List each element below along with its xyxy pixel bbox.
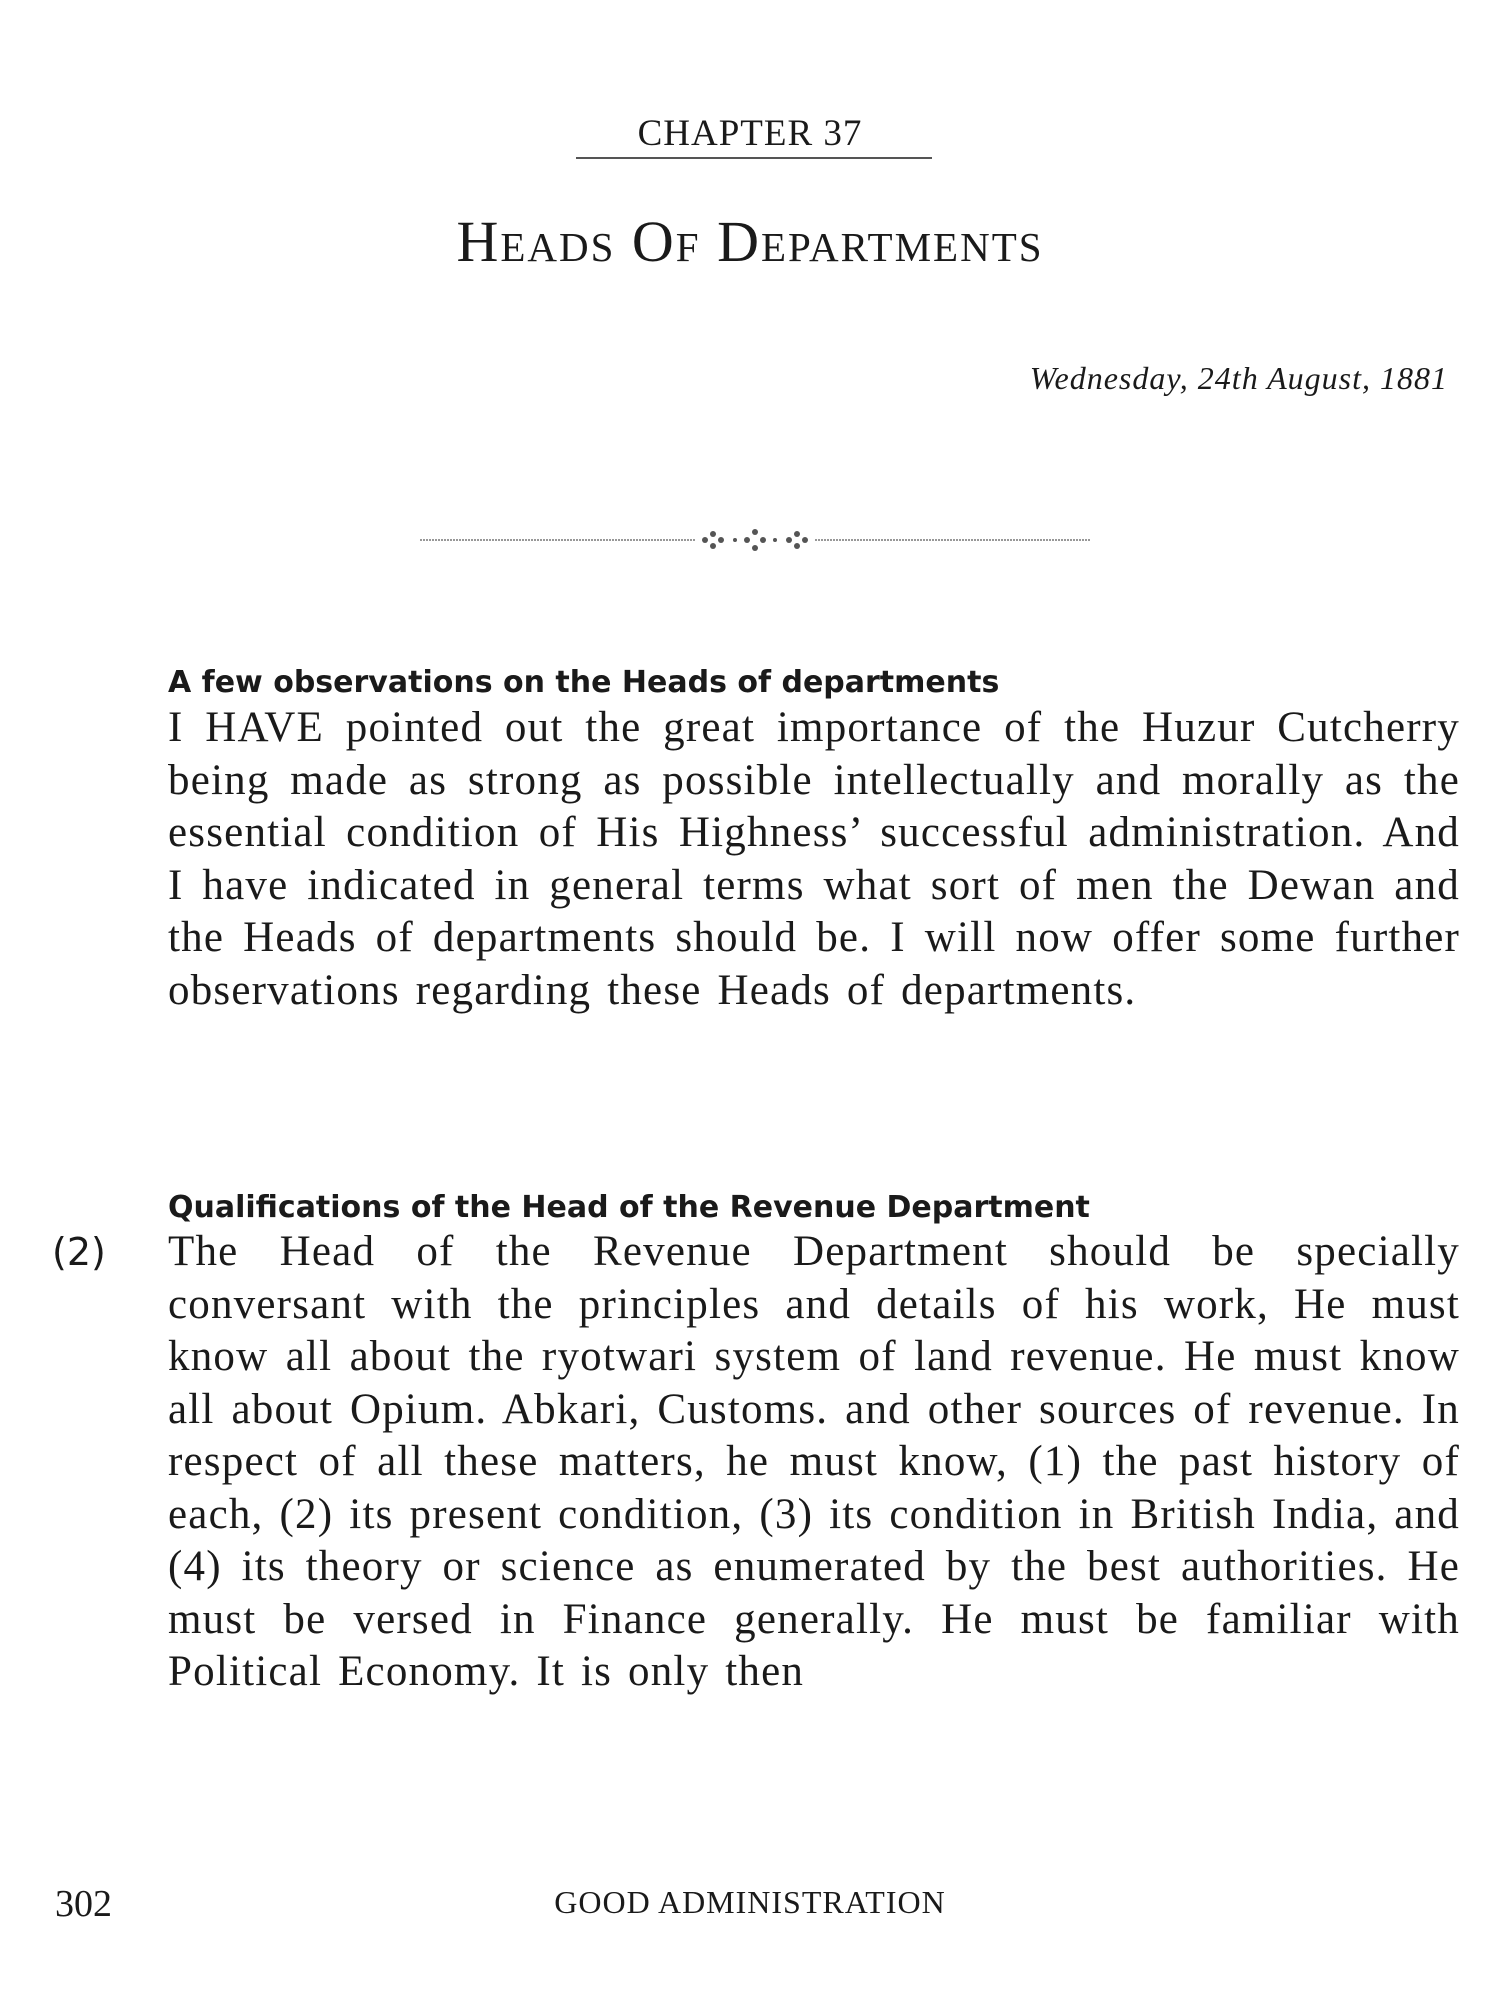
paragraph-revenue: The Head of the Revenue Department should be specially conversant with the principles and details of his work, He must know all about the ryotwari system of land revenue. He must know all about Opium. Abkari, Customs. and other sources of revenue. In respect of all these matters, he must know, (1) the past history of each, (2) its present condition, (3) its condition in British India, and (4) its theory or science as enumerated by the best authorities. He must be versed in Finance generally. He must be familiar with Political Economy. It is only then	[168, 1228, 1460, 1695]
ornament-divider-icon	[420, 520, 1090, 560]
paragraph-observations: I HAVE pointed out the great importance of the Huzur Cutcherry being made as strong as possible intellectually and morally as the essential condition of His Highness’ successful administration. And I have indicated in general terms what sort of men the Dewan and the Heads of departments should be. I will now offer some further observations regarding these Heads of departments.	[168, 704, 1460, 1014]
section-heading-revenue: Qualifications of the Head of the Revenue Department	[168, 1190, 1090, 1225]
section-heading-observations: A few observations on the Heads of departments	[168, 665, 1000, 700]
page-number: 302	[55, 1883, 112, 1925]
chapter-label: CHAPTER 37	[637, 113, 863, 154]
chapter-date: Wednesday, 24th August, 1881	[1029, 360, 1448, 396]
chapter-underline	[576, 157, 932, 159]
paragraph-number: (2)	[52, 1230, 106, 1274]
running-footer-title: GOOD ADMINISTRATION	[554, 1884, 946, 1920]
chapter-title: Heads Of Departments	[456, 209, 1044, 274]
